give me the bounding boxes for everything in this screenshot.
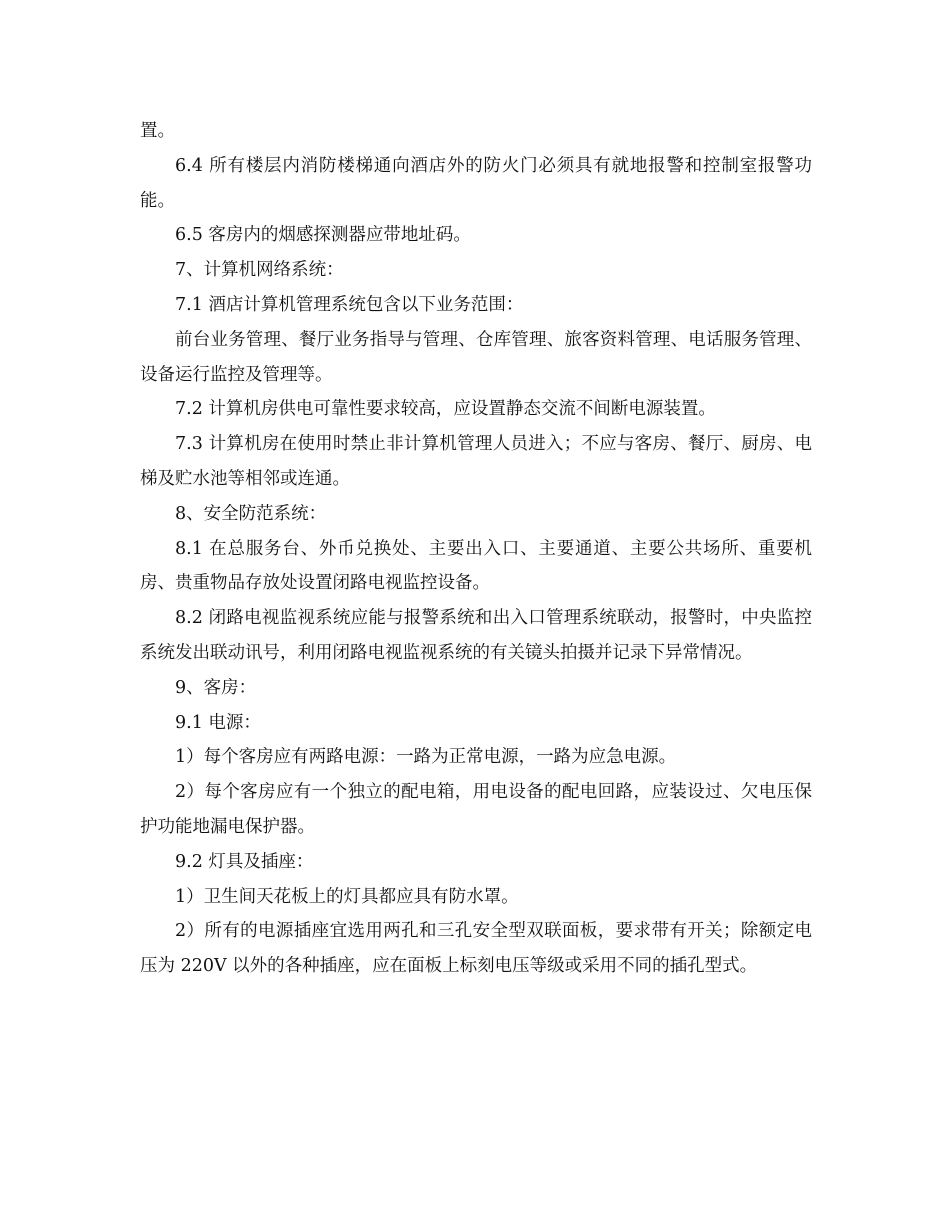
section-heading-8: 8、安全防范系统：: [175, 503, 327, 524]
list-item-9-2-1: 1）卫生间天花板上的灯具都应具有防水罩。: [175, 886, 519, 907]
paragraph-8-2: 8.2 闭路电视监视系统应能与报警系统和出入口管理系统联动，报警时，中央监控系统发出联动讯号，利用闭路电视监视系统的有关镜头拍摄并记录下异常情况。: [140, 608, 812, 663]
paragraph-7-2: 7.2 计算机房供电可靠性要求较高，应设置静态交流不间断电源装置。: [175, 399, 716, 420]
list-item-9-1-2: 2）每个客房应有一个独立的配电箱，用电设备的配电回路，应装设过、欠电压保护功能地漏电保护器。: [140, 782, 812, 837]
paragraph-6-4: 6.4 所有楼层内消防楼梯通向酒店外的防火门必须具有就地报警和控制室报警功能。: [140, 155, 812, 211]
paragraph-7-1-scope: 前台业务管理、餐厅业务指导与管理、仓库管理、旅客资料管理、电话服务管理、设备运行监控及管理等。: [140, 329, 812, 385]
paragraph-7-1: 7.1 酒店计算机管理系统包含以下业务范围：: [175, 294, 524, 315]
list-item-9-1-1: 1）每个客房应有两路电源：一路为正常电源，一路为应急电源。: [175, 747, 677, 768]
section-heading-7: 7、计算机网络系统：: [175, 260, 344, 281]
subheading-9-1: 9.1 电源：: [175, 712, 261, 733]
list-item-9-2-2: 2）所有的电源插座宜选用两孔和三孔安全型双联面板，要求带有开关；除额定电压为 220V 以外的各种插座，应在面板上标刻电压等级或采用不同的插孔型式。: [140, 921, 812, 977]
paragraph-continuation: 置。: [140, 121, 175, 141]
subheading-9-2: 9.2 灯具及插座：: [175, 851, 314, 872]
section-heading-9: 9、客房：: [175, 677, 257, 698]
document-body: [140, 114, 812, 984]
paragraph-8-1: 8.1 在总服务台、外币兑换处、主要出入口、主要通道、主要公共场所、重要机房、贵重物品存放处设置闭路电视监控设备。: [140, 538, 812, 594]
paragraph-7-3: 7.3 计算机房在使用时禁止非计算机管理人员进入；不应与客房、餐厅、厨房、电梯及贮水池等相邻或连通。: [140, 434, 812, 489]
paragraph-6-5: 6.5 客房内的烟感探测器应带地址码。: [175, 225, 471, 246]
